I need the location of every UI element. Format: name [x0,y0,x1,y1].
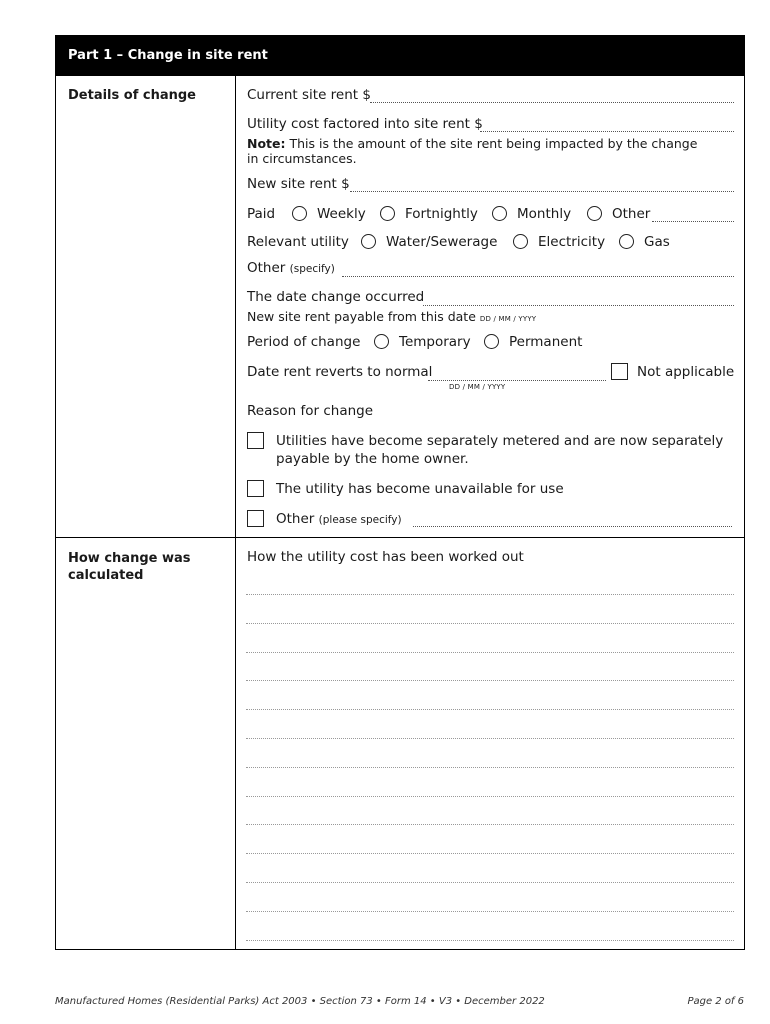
paid-other-label: Other [612,206,651,222]
not-applicable-label: Not applicable [637,364,735,380]
reason-other-line [276,511,402,529]
calc-line[interactable] [246,623,734,624]
calc-line[interactable] [246,882,734,883]
new-payable-line [247,308,536,328]
period-permanent-radio[interactable] [484,334,499,349]
calculation-label-line-2: calculated [68,568,144,583]
reason-metered-line-1: Utilities have become separately metered and are now separately [276,433,724,449]
utility-electricity-label: Electricity [538,234,606,250]
other-specify: (specify) [289,263,335,275]
reason-other-specify: (please specify) [318,514,402,526]
reverts-date-format: DD / MM / YYYY [449,383,506,391]
calc-line[interactable] [246,796,734,797]
paid-fortnightly-radio[interactable] [380,206,395,221]
footer-legislation: Manufactured Homes (Residential Parks) Act 2003 • Section 73 • Form 14 • V3 • December 2022 [55,996,545,1007]
period-label: Period of change [247,334,361,350]
other-utility-label [247,260,335,278]
reverts-date-field[interactable] [428,380,606,381]
date-format-hint: DD / MM / YYYY [479,315,537,323]
other-text: Other [247,260,286,276]
new-payable-label: New site rent payable from this date [247,309,476,324]
utility-water-radio[interactable] [361,234,376,249]
calc-line[interactable] [246,738,734,739]
new-rent-field[interactable] [350,191,734,192]
paid-label: Paid [247,206,276,222]
utility-cost-label: Utility cost factored into site rent $ [247,116,483,132]
form-frame [55,35,745,950]
utility-gas-label: Gas [644,234,670,250]
note-bold: Note: [247,136,286,151]
calc-line[interactable] [246,652,734,653]
calc-line[interactable] [246,680,734,681]
utility-water-label: Water/Sewerage [386,234,498,250]
reason-other-text: Other [276,511,315,527]
other-utility-field[interactable] [342,276,734,277]
paid-other-radio[interactable] [587,206,602,221]
reason-unavailable-checkbox[interactable] [247,480,264,497]
reason-other-field[interactable] [413,526,732,527]
calculation-prompt: How the utility cost has been worked out [247,549,524,565]
calculation-label [68,550,228,584]
reason-metered-line-2: payable by the home owner. [276,451,469,467]
reason-other-checkbox[interactable] [247,510,264,527]
reason-metered-checkbox[interactable] [247,432,264,449]
calc-line[interactable] [246,824,734,825]
details-of-change-label: Details of change [68,88,196,103]
paid-monthly-radio[interactable] [492,206,507,221]
column-divider [235,76,236,949]
current-rent-field[interactable] [370,102,734,103]
part-title: Part 1 – Change in site rent [56,36,744,76]
current-rent-label: Current site rent $ [247,87,371,103]
calc-line[interactable] [246,911,734,912]
utility-label: Relevant utility [247,234,349,250]
calc-line[interactable] [246,594,734,595]
paid-other-field[interactable] [652,221,734,222]
reverts-label: Date rent reverts to normal [247,364,433,380]
calc-line[interactable] [246,709,734,710]
note-line-2: in circumstances. [247,151,357,166]
utility-gas-radio[interactable] [619,234,634,249]
calc-line[interactable] [246,853,734,854]
date-change-label: The date change occurred [247,289,425,305]
paid-monthly-label: Monthly [517,206,572,222]
paid-fortnightly-label: Fortnightly [405,206,478,222]
calc-line[interactable] [246,940,734,941]
not-applicable-checkbox[interactable] [611,363,628,380]
paid-weekly-radio[interactable] [292,206,307,221]
note-text: This is the amount of the site rent being impacted by the change [285,136,698,151]
new-rent-label: New site rent $ [247,176,350,192]
footer-page-number: Page 2 of 6 [687,996,744,1007]
period-permanent-label: Permanent [509,334,583,350]
calculation-label-line-1: How change was [68,551,191,566]
utility-cost-field[interactable] [480,131,734,132]
utility-electricity-radio[interactable] [513,234,528,249]
period-temporary-radio[interactable] [374,334,389,349]
reason-label: Reason for change [247,403,374,419]
calc-line[interactable] [246,767,734,768]
reason-unavailable-label: The utility has become unavailable for use [276,481,564,497]
date-change-field[interactable] [423,305,734,306]
row-divider [56,537,744,538]
paid-weekly-label: Weekly [317,206,366,222]
period-temporary-label: Temporary [399,334,471,350]
